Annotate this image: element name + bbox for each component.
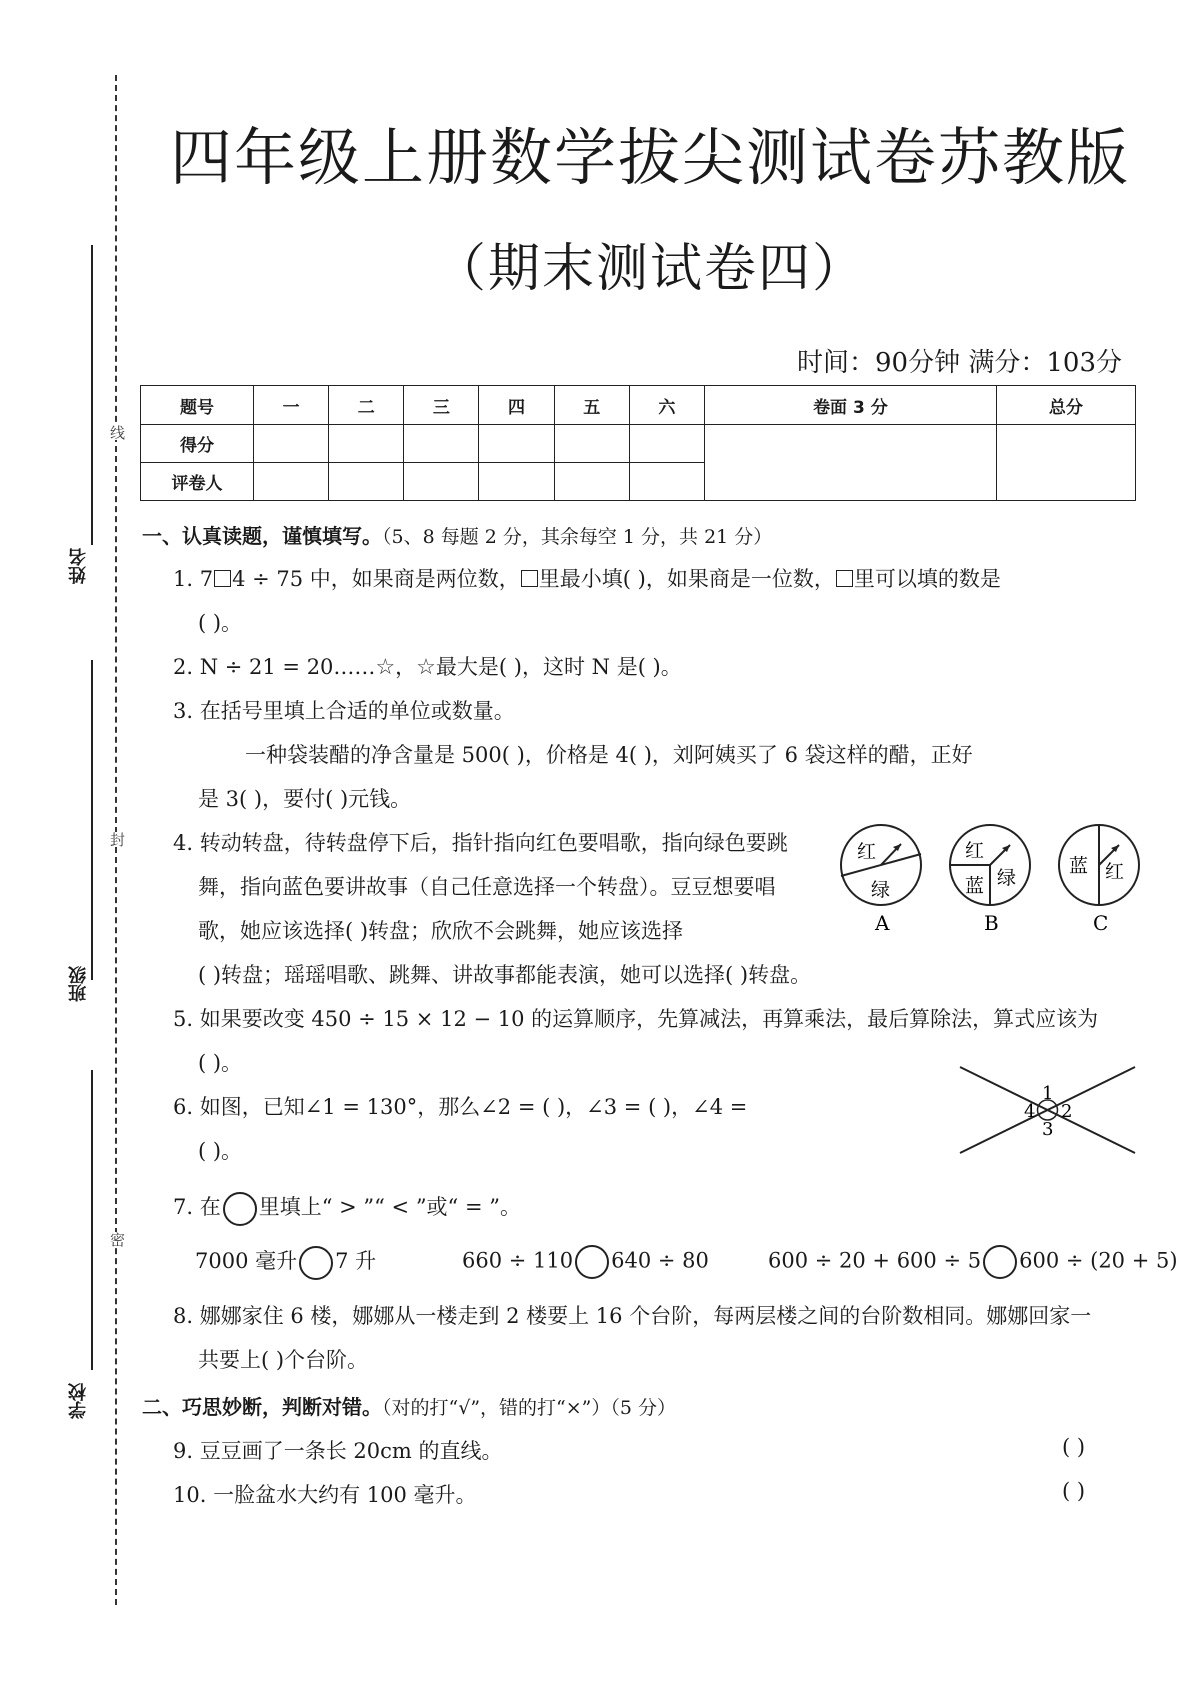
section-2-title: 二、巧思妙断，判断对错。 <box>142 1395 382 1419</box>
q3-line-2: 一种袋装醋的净含量是 500( )，价格是 4( )，刘阿姨买了 6 袋这样的醋，正好 <box>245 743 973 767</box>
spinner-a-label: A <box>875 911 890 935</box>
col-4: 四 <box>479 386 554 425</box>
spinner-b-blue: 蓝 <box>965 875 985 897</box>
seal-char-seal: 封 <box>108 832 126 847</box>
q4-line-3: 歌，她应该选择( )转盘；欣欣不会跳舞，她应该选择 <box>198 919 684 943</box>
question-2 <box>173 651 682 681</box>
section-1-note: （5、8 每题 2 分，其余每空 1 分，共 21 分） <box>382 526 773 548</box>
spinner-b-label: B <box>984 911 999 935</box>
score-cell[interactable] <box>404 425 479 463</box>
spinner-figures <box>835 820 1140 945</box>
col-1: 一 <box>254 386 329 425</box>
q7-compare-1 <box>195 1245 376 1280</box>
row-label-grader: 评卷人 <box>141 463 254 501</box>
q7-c2-right: 640 ÷ 80 <box>611 1248 709 1273</box>
spinner-c-label: C <box>1093 911 1109 935</box>
q7-compare-2 <box>462 1245 709 1279</box>
question-8: 8. 娜娜家住 6 楼，娜娜从一楼走到 2 楼要上 16 个台阶，每两层楼之间的台阶数相同。娜娜回家一 <box>173 1304 1092 1328</box>
q7-compare-3 <box>768 1245 1178 1279</box>
star-icon: ☆ <box>375 655 396 680</box>
q7-c1-right: 7 升 <box>335 1249 377 1273</box>
school-label: 学校 <box>68 1383 89 1419</box>
score-cell[interactable] <box>479 425 554 463</box>
compare-circle-1[interactable] <box>299 1246 333 1280</box>
q1-text-c: 里最小填( )，如果商是一位数， <box>538 567 835 591</box>
page-subtitle: （期末测试卷四） <box>433 239 866 299</box>
q2-text-c: 最大是( )，这时 N 是( )。 <box>435 655 682 679</box>
name-label: 姓名 <box>68 548 89 584</box>
q2-text-a: 2. N ÷ 21 = 20…… <box>173 655 376 679</box>
seal-char-secret: 密 <box>108 1232 126 1247</box>
name-write-line <box>91 245 93 545</box>
q7-text-b: 里填上“ > ”“ < ”或“ = ”。 <box>258 1195 521 1219</box>
angle-label-3: 3 <box>1042 1119 1054 1140</box>
q7-c2-left: 660 ÷ 110 <box>462 1248 574 1273</box>
grader-cell[interactable] <box>404 463 479 501</box>
spinner-c-blue: 蓝 <box>1069 855 1089 877</box>
angle-figure <box>955 1062 1140 1158</box>
q7-c3-right: 600 ÷ (20 + 5) <box>1019 1248 1178 1273</box>
q9-judge-blank[interactable]: ( ) <box>1062 1435 1086 1459</box>
row-label-question-no: 题号 <box>141 386 254 425</box>
question-6: 6. 如图，已知∠1 = 130°，那么∠2 = ( )，∠3 = ( )，∠4 = <box>173 1095 748 1119</box>
grader-cell[interactable] <box>479 463 554 501</box>
section-1-title: 一、认真读题，谨慎填写。 <box>142 524 382 548</box>
spinner-b-green: 绿 <box>997 867 1017 889</box>
q3-line-3: 是 3( )，要付( )元钱。 <box>198 787 412 811</box>
compare-circle-2[interactable] <box>575 1245 609 1279</box>
score-cell[interactable] <box>329 425 404 463</box>
spinner-c-red: 红 <box>1105 861 1125 883</box>
angle-label-1: 1 <box>1042 1083 1054 1104</box>
angle-label-4: 4 <box>1024 1101 1036 1122</box>
col-3: 三 <box>404 386 479 425</box>
row-label-score: 得分 <box>141 425 254 463</box>
q1-text-a: 1. 7 <box>173 567 214 591</box>
spinner-b-red: 红 <box>965 840 985 862</box>
grader-cell[interactable] <box>329 463 404 501</box>
page-title: 四年级上册数学拔尖测试卷苏教版 <box>169 121 1130 194</box>
q1-text-d: 里可以填的数是 <box>853 567 1001 591</box>
section-1-heading <box>142 520 772 549</box>
spinner-b <box>950 825 1030 935</box>
seal-char-line: 线 <box>108 425 126 440</box>
q4-line-4: ( )转盘；瑶瑶唱歌、跳舞、讲故事都能表演，她可以选择( )转盘。 <box>198 963 812 987</box>
grader-cell[interactable] <box>554 463 629 501</box>
spinner-a <box>841 825 921 935</box>
score-cell[interactable] <box>254 425 329 463</box>
grader-cell[interactable] <box>254 463 329 501</box>
q2-text-b: ， <box>395 655 417 679</box>
question-3: 3. 在括号里填上合适的单位或数量。 <box>173 699 515 723</box>
spinner-a-green: 绿 <box>871 879 891 901</box>
score-table <box>140 385 1136 501</box>
question-4: 4. 转动转盘，待转盘停下后，指针指向红色要唱歌，指向绿色要跳 <box>173 831 788 855</box>
compare-circle-3[interactable] <box>983 1245 1017 1279</box>
blank-square-icon <box>521 570 538 587</box>
blank-square-icon <box>836 570 853 587</box>
q10-judge-blank[interactable]: ( ) <box>1062 1479 1086 1503</box>
q1-text-b: 4 ÷ 75 中，如果商是两位数， <box>232 567 520 591</box>
school-write-line <box>91 1070 93 1370</box>
col-total: 总分 <box>996 386 1135 425</box>
col-5: 五 <box>554 386 629 425</box>
question-9: 9. 豆豆画了一条长 20cm 的直线。 <box>173 1439 503 1463</box>
spinner-a-red: 红 <box>857 841 877 863</box>
q7-c3-left: 600 ÷ 20 + 600 ÷ 5 <box>768 1248 982 1273</box>
circle-blank-icon <box>223 1192 257 1226</box>
time-score-info: 时间：90分钟 满分：103分 <box>797 348 1122 378</box>
col-6: 六 <box>629 386 704 425</box>
q5-answer-blank[interactable]: ( )。 <box>198 1051 243 1075</box>
total-score-cell[interactable] <box>996 425 1135 501</box>
score-cell[interactable] <box>554 425 629 463</box>
section-2-note: （对的打“√”，错的打“×”）（5 分） <box>382 1397 677 1419</box>
question-1 <box>173 563 1001 593</box>
star-icon: ☆ <box>416 655 436 680</box>
score-table-header-row <box>141 386 1136 425</box>
angle-label-2: 2 <box>1061 1101 1073 1122</box>
q4-line-2: 舞，指向蓝色要讲故事（自己任意选择一个转盘）。豆豆想要唱 <box>198 875 776 899</box>
q7-c1-left: 7000 毫升 <box>195 1249 298 1273</box>
q8-line-2: 共要上( )个台阶。 <box>198 1348 369 1372</box>
question-7 <box>173 1191 521 1226</box>
question-5: 5. 如果要改变 450 ÷ 15 × 12 − 10 的运算顺序，先算减法，再算乘法，最后算除法，算式应该为 <box>173 1007 1099 1031</box>
score-cell[interactable] <box>629 425 704 463</box>
spinner-c <box>1059 825 1139 935</box>
class-write-line <box>91 660 93 980</box>
q1-answer-blank[interactable]: ( )。 <box>198 611 243 635</box>
q6-line-2: ( )。 <box>198 1139 243 1163</box>
blank-square-icon <box>214 570 231 587</box>
q7-text-a: 7. 在 <box>173 1195 221 1219</box>
grader-cell[interactable] <box>629 463 704 501</box>
question-10: 10. 一脸盆水大约有 100 毫升。 <box>173 1483 477 1507</box>
neatness-score-cell[interactable] <box>704 425 996 501</box>
score-row <box>141 425 1136 463</box>
class-label: 班级 <box>68 966 89 1002</box>
col-neatness: 卷面 3 分 <box>704 386 996 425</box>
section-2-heading <box>142 1391 676 1420</box>
col-2: 二 <box>329 386 404 425</box>
